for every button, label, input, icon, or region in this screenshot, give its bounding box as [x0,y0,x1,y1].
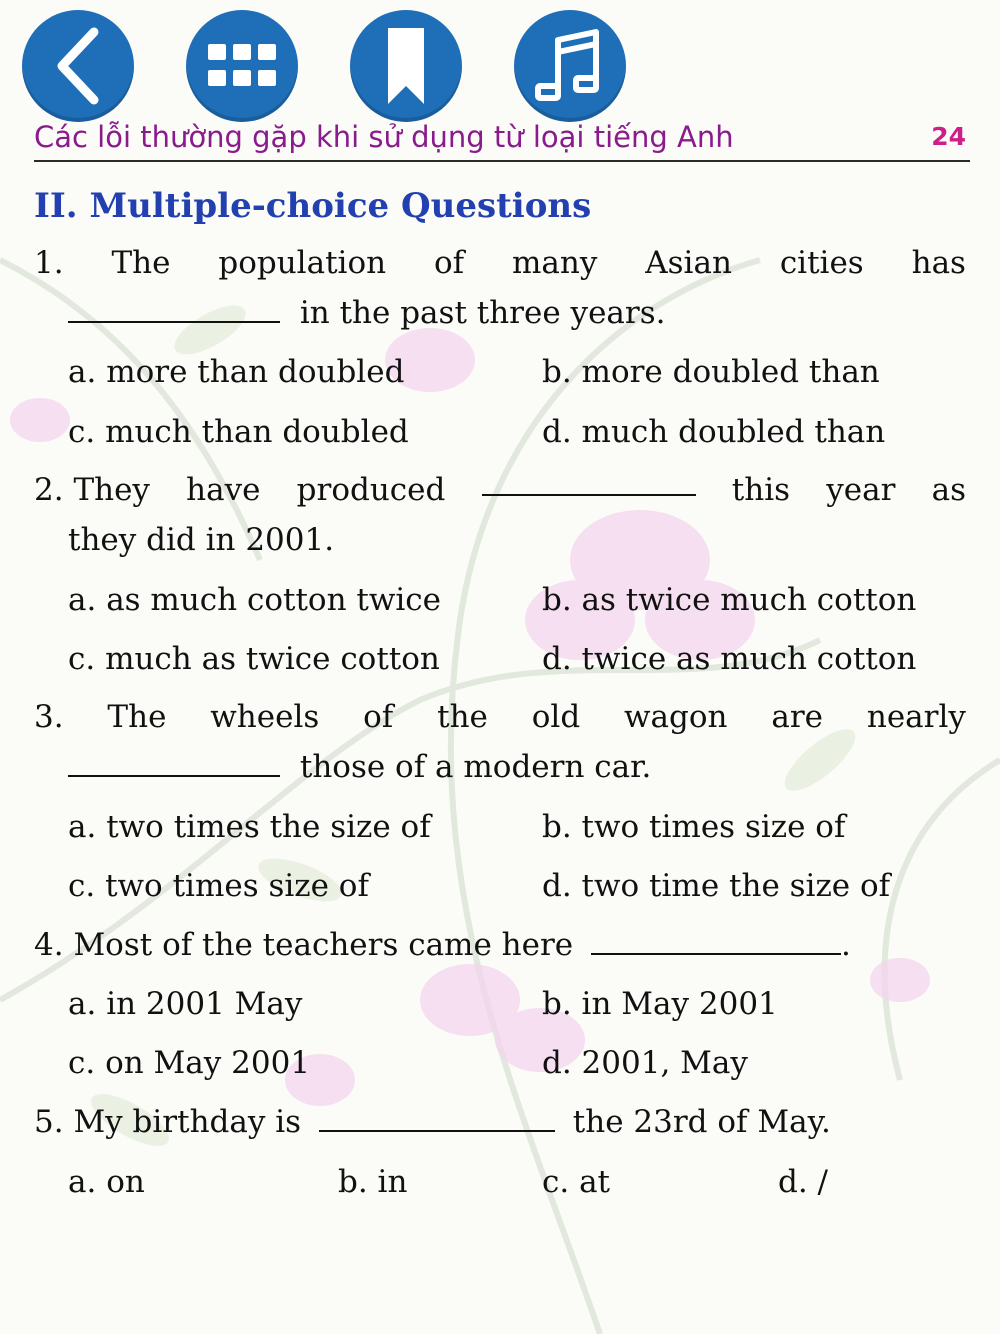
question-number: 1. [34,245,64,281]
option-1b[interactable]: b. more doubled than [542,354,880,390]
question-word: produced [296,472,446,508]
option-4c[interactable]: c. on May 2001 [68,1045,311,1081]
answer-blank [68,753,280,777]
answer-blank [482,472,696,496]
question-number: 2. [34,472,64,508]
option-5d[interactable]: d. / [778,1164,828,1200]
bookmark-button[interactable] [350,10,462,122]
option-2b[interactable]: b. as twice much cotton [542,582,917,618]
question-text: those of a modern car. [299,749,652,785]
page-header-title: Các lỗi thường gặp khi sử dụng từ loại tiếng Anh [34,120,734,154]
question-number: 4. [34,927,64,963]
question-text: Most of the teachers came here [73,927,574,963]
question-word: wagon [624,699,728,735]
question-word: They [73,472,150,508]
option-1c[interactable]: c. much than doubled [68,414,409,450]
question-word: have [186,472,261,508]
question-word: population [218,245,387,281]
chevron-left-icon [22,10,134,122]
option-3c[interactable]: c. two times size of [68,868,369,904]
option-5c[interactable]: c. at [542,1164,611,1200]
page-number: 24 [931,122,966,151]
bookmark-icon [350,10,462,122]
option-4a[interactable]: a. in 2001 May [68,986,303,1022]
question-text: they did in 2001. [68,522,335,558]
option-3a[interactable]: a. two times the size of [68,809,431,845]
option-4d[interactable]: d. 2001, May [542,1045,748,1081]
question-text: the 23rd of May. [572,1104,831,1140]
music-note-icon [514,10,626,122]
question-word: has [911,245,966,281]
question-word: cities [779,245,864,281]
question-word: this [731,472,791,508]
question-word: are [771,699,824,735]
question-text: in the past three years. [299,295,666,331]
option-4b[interactable]: b. in May 2001 [542,986,778,1022]
question-4 [34,927,851,963]
option-5a[interactable]: a. on [68,1164,145,1200]
back-button[interactable] [22,10,134,122]
option-2c[interactable]: c. much as twice cotton [68,641,440,677]
option-1a[interactable]: a. more than doubled [68,354,405,390]
option-3d[interactable]: d. two time the size of [542,868,891,904]
option-2d[interactable]: d. twice as much cotton [542,641,917,677]
question-number: 5. [34,1104,64,1140]
question-5 [34,1104,831,1140]
question-number: 3. [34,699,64,735]
audio-button[interactable] [514,10,626,122]
option-2a[interactable]: a. as much cotton twice [68,582,442,618]
question-word: year [826,472,896,508]
section-title: II. Multiple-choice Questions [34,186,592,226]
question-word: nearly [866,699,966,735]
question-text: My birthday is [73,1104,302,1140]
header-divider [34,160,970,162]
question-word: The [111,245,171,281]
option-1d[interactable]: d. much doubled than [542,414,886,450]
question-text: . [841,927,851,963]
option-5b[interactable]: b. in [338,1164,408,1200]
answer-blank [68,299,280,323]
question-word: Asian [645,245,732,281]
question-word: The [107,699,167,735]
question-word: as [931,472,966,508]
question-word: old [531,699,581,735]
option-3b[interactable]: b. two times size of [542,809,846,845]
grid-icon [186,10,298,122]
question-word: the [437,699,488,735]
question-word: of [433,245,465,281]
answer-blank [319,1108,555,1132]
question-word: many [512,245,598,281]
menu-button[interactable] [186,10,298,122]
question-word: of [363,699,394,735]
question-word: wheels [210,699,320,735]
answer-blank [591,931,841,955]
